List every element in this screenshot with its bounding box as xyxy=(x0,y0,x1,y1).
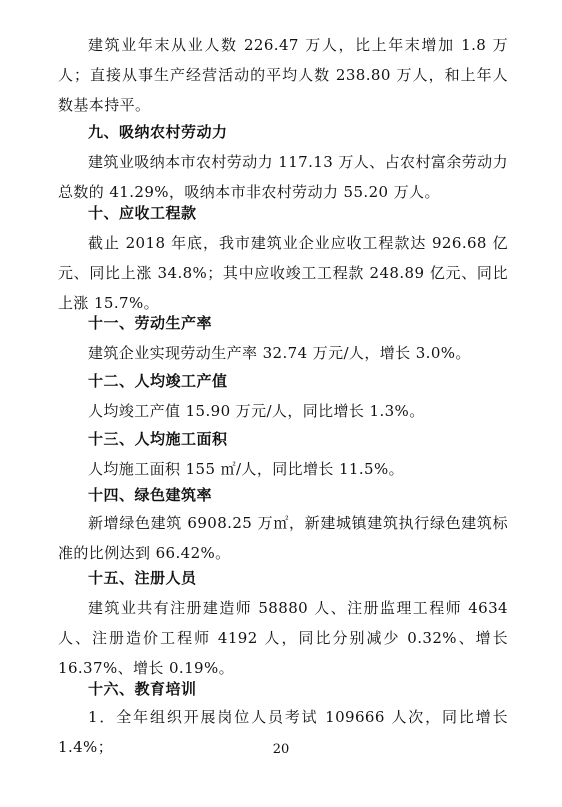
section-9-heading: 九、吸纳农村劳动力 xyxy=(88,123,228,141)
section-10-heading: 十、应收工程款 xyxy=(88,204,197,222)
section-15-heading: 十五、注册人员 xyxy=(88,569,197,587)
section-13-body: 人均施工面积 155 ㎡/人，同比增长 11.5%。 xyxy=(88,460,405,478)
section-13-heading: 十三、人均施工面积 xyxy=(88,430,228,448)
section-14-body: 新增绿色建筑 6908.25 万㎡，新建城镇建筑执行绿色建筑标准的比例达到 66.42%。 xyxy=(58,514,508,562)
section-14-heading: 十四、绿色建筑率 xyxy=(88,486,213,504)
section-12-heading: 十二、人均竣工产值 xyxy=(88,372,228,390)
section-16-body: 1．全年组织开展岗位人员考试 109666 人次，同比增长 1.4%； xyxy=(58,708,508,756)
section-10-body: 截止 2018 年底，我市建筑业企业应收工程款达 926.68 亿元、同比上涨 34.8%；其中应收竣工工程款 248.89 亿元、同比上涨 15.7%。 xyxy=(58,234,508,312)
section-16-heading: 十六、教育培训 xyxy=(88,680,197,698)
paragraph-employment: 建筑业年末从业人数 226.47 万人，比上年末增加 1.8 万人；直接从事生产经营活动的平均人数 238.80 万人，和上年人数基本持平。 xyxy=(58,36,508,114)
section-12-body: 人均竣工产值 15.90 万元/人，同比增长 1.3%。 xyxy=(88,402,425,420)
section-11-heading: 十一、劳动生产率 xyxy=(88,314,213,332)
section-15-body: 建筑业共有注册建造师 58880 人、注册监理工程师 4634 人、注册造价工程师 4192 人，同比分别减少 0.32%、增长 16.37%、增长 0.19%。 xyxy=(58,599,508,677)
section-11-body: 建筑企业实现劳动生产率 32.74 万元/人，增长 3.0%。 xyxy=(88,344,471,362)
page-number: 20 xyxy=(272,742,290,757)
section-9-body: 建筑业吸纳本市农村劳动力 117.13 万人、占农村富余劳动力总数的 41.29%，吸纳本市非农村劳动力 55.20 万人。 xyxy=(58,153,508,201)
